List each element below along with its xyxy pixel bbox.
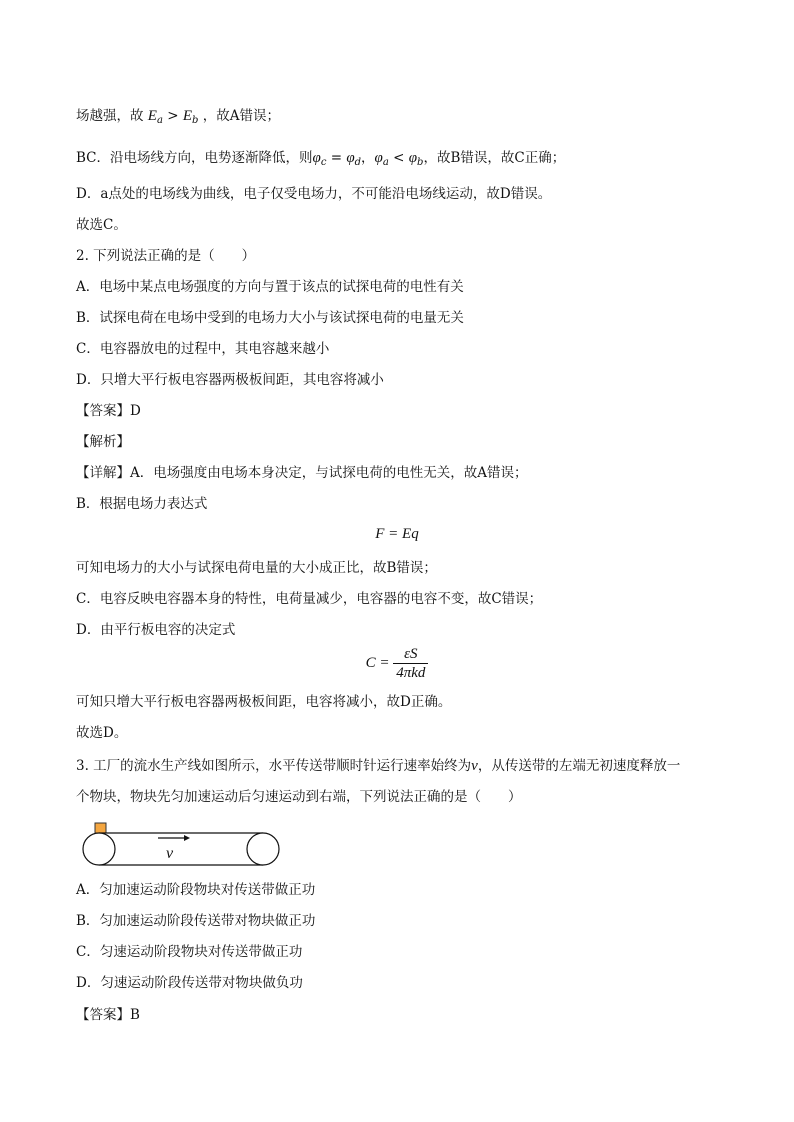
text-line: B．根据电场力表达式	[76, 496, 208, 512]
answer-3: 【答案】B	[76, 1007, 140, 1023]
right-pulley	[247, 833, 279, 865]
velocity-arrow-head	[184, 835, 190, 841]
conveyor-belt-figure	[78, 820, 284, 870]
answer-2: 【答案】D	[76, 403, 141, 419]
text-line: BC．沿电场线方向，电势逐渐降低，则$\varphi_c = \varphi_d$，$\varphi_a < \varphi_b$，故B错误，故C正确；	[76, 150, 566, 168]
text-line: 可知电场力的大小与试探电荷电量的大小成正比，故B错误；	[76, 560, 437, 576]
question-2-option-c: C．电容器放电的过程中，其电容越来越小	[76, 341, 330, 357]
text-line: D．由平行板电容的决定式	[76, 622, 236, 638]
question-2-option-a: A．电场中某点电场强度的方向与置于该点的试探电荷的电性有关	[76, 279, 464, 295]
left-pulley	[83, 833, 115, 865]
text-line: 可知只增大平行板电容器两极板间距，电容将减小，故D正确。	[76, 694, 452, 710]
question-2-option-b: B．试探电荷在电场中受到的电场力大小与该试探电荷的电量无关	[76, 310, 464, 326]
text-line: 场越强，故 $E_a > E_b$ ，故A错误；	[76, 108, 280, 126]
question-3-stem-cont: 个物块，物块先匀加速运动后匀速运动到右端，下列说法正确的是（ ）	[76, 789, 522, 805]
analysis-heading: 【解析】	[76, 434, 130, 450]
question-3-stem: 3. 工厂的流水生产线如图所示，水平传送带顺时针运行速率始终为v，从传送带的左端无初速度释放一	[76, 758, 681, 774]
text-line: 【详解】A．电场强度由电场本身决定，与试探电荷的电性无关，故A错误；	[76, 465, 528, 481]
text-line: 故选D。	[76, 725, 128, 741]
formula-capacitance: C = $\frac{\varepsilon S}{\text{4πkd}}$	[0, 645, 794, 682]
question-2-stem: 2. 下列说法正确的是（ ）	[76, 248, 256, 264]
text-line: 故选C。	[76, 217, 127, 233]
question-3-option-a: A．匀加速运动阶段物块对传送带做正功	[76, 882, 316, 898]
question-3-option-b: B．匀加速运动阶段传送带对物块做正功	[76, 913, 316, 929]
velocity-label: v	[166, 845, 174, 862]
block	[95, 823, 106, 833]
question-3-option-d: D．匀速运动阶段传送带对物块做负功	[76, 975, 303, 991]
text-line: D．a点处的电场线为曲线，电子仅受电场力，不可能沿电场线运动，故D错误。	[76, 186, 552, 202]
capacitance-fraction: $\frac{\varepsilon S}{\text{4πkd}}$	[393, 645, 428, 682]
text-line: C．电容反映电容器本身的特性，电荷量减少，电容器的电容不变，故C错误；	[76, 591, 543, 607]
question-3-option-c: C．匀速运动阶段物块对传送带做正功	[76, 944, 303, 960]
question-2-option-d: D．只增大平行板电容器两极板间距，其电容将减小	[76, 372, 384, 388]
formula-electric-force: F = Eq	[375, 526, 419, 542]
